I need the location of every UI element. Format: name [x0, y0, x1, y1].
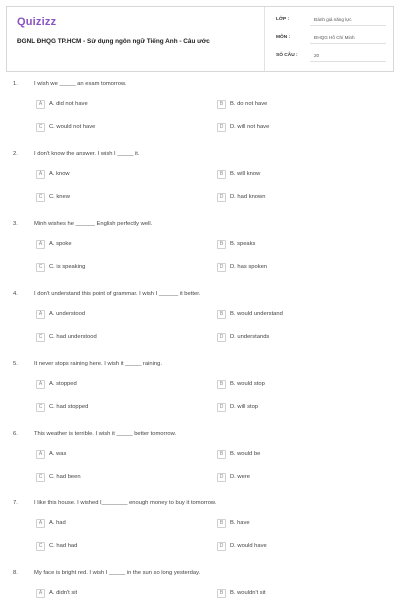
option-letter-box: A [36, 589, 45, 598]
option-letter-box: A [36, 519, 45, 528]
option-b[interactable] [217, 170, 377, 180]
meta-value-subject: ĐHQG Hồ Chí Minh [310, 33, 386, 44]
option-text: D. were [230, 474, 250, 480]
meta-value-class: Đánh giá năng lực [310, 15, 386, 26]
question-text: Minh wishes he ______ English perfectly well. [34, 221, 153, 227]
option-text: D. will stop [230, 404, 259, 410]
option-letter-box: B [217, 310, 226, 319]
worksheet-title: ĐGNL ĐHQG TP.HCM - Sử dụng ngôn ngữ Tiếng Anh - Câu ước [17, 38, 210, 45]
option-d[interactable] [217, 473, 377, 483]
option-letter-box: D [217, 473, 226, 482]
option-a[interactable] [36, 589, 196, 599]
option-c[interactable] [36, 263, 196, 273]
option-text: D. had known [230, 194, 266, 200]
option-letter-box: A [36, 310, 45, 319]
option-letter-box: D [217, 123, 226, 132]
option-b[interactable] [217, 380, 377, 390]
option-text: B. wouldn't sit [230, 590, 266, 596]
option-letter-box: C [36, 333, 45, 342]
quizizz-logo: Quizizz [17, 16, 57, 28]
question-number: 4. [13, 291, 18, 297]
option-a[interactable] [36, 380, 196, 390]
meta-row-class [270, 15, 390, 29]
option-d[interactable] [217, 123, 377, 133]
option-b[interactable] [217, 450, 377, 460]
option-c[interactable] [36, 473, 196, 483]
meta-row-count [270, 51, 390, 65]
option-letter-box: A [36, 100, 45, 109]
option-b[interactable] [217, 100, 377, 110]
question-text: I like this house. I wished I________ enough money to buy it tomorrow. [34, 500, 217, 506]
option-letter-box: A [36, 380, 45, 389]
option-text: A. had [49, 520, 66, 526]
option-d[interactable] [217, 193, 377, 203]
option-a[interactable] [36, 170, 196, 180]
option-letter-box: D [217, 403, 226, 412]
meta-key-count: SỐ CÂU : [276, 53, 298, 58]
option-d[interactable] [217, 542, 377, 552]
option-text: B. would understand [230, 311, 283, 317]
option-text: B. would be [230, 451, 261, 457]
option-b[interactable] [217, 519, 377, 529]
option-b[interactable] [217, 310, 377, 320]
option-c[interactable] [36, 123, 196, 133]
option-text: D. would have [230, 543, 267, 549]
option-d[interactable] [217, 333, 377, 343]
option-letter-box: A [36, 170, 45, 179]
option-text: B. will know [230, 171, 261, 177]
option-d[interactable] [217, 403, 377, 413]
option-text: A. did not have [49, 101, 88, 107]
question-text: My face is bright red. I wish I _____ in the sun so long yesterday. [34, 570, 201, 576]
option-letter-box: B [217, 170, 226, 179]
option-letter-box: D [217, 193, 226, 202]
option-a[interactable] [36, 450, 196, 460]
header-divider [264, 7, 265, 71]
option-letter-box: C [36, 123, 45, 132]
question-5 [0, 361, 400, 431]
question-number: 7. [13, 500, 18, 506]
option-letter-box: C [36, 193, 45, 202]
option-text: C. would not have [49, 124, 96, 130]
option-text: C. had had [49, 543, 78, 549]
option-text: C. knew [49, 194, 70, 200]
option-letter-box: A [36, 450, 45, 459]
option-letter-box: C [36, 263, 45, 272]
question-3 [0, 221, 400, 291]
option-a[interactable] [36, 240, 196, 250]
option-text: A. understood [49, 311, 86, 317]
option-letter-box: D [217, 542, 226, 551]
question-number: 6. [13, 431, 18, 437]
option-text: A. was [49, 451, 67, 457]
option-letter-box: C [36, 403, 45, 412]
option-c[interactable] [36, 333, 196, 343]
option-letter-box: B [217, 450, 226, 459]
option-letter-box: A [36, 240, 45, 249]
option-letter-box: D [217, 333, 226, 342]
option-c[interactable] [36, 193, 196, 203]
meta-key-class: LỚP : [276, 17, 290, 22]
option-letter-box: B [217, 240, 226, 249]
question-number: 1. [13, 81, 18, 87]
question-1 [0, 81, 400, 151]
option-text: C. had been [49, 474, 81, 480]
option-b[interactable] [217, 589, 377, 599]
question-7 [0, 500, 400, 570]
question-text: I don't understand this point of grammar. I wish I ______ it better. [34, 291, 201, 297]
option-text: A. spoke [49, 241, 72, 247]
option-letter-box: C [36, 473, 45, 482]
option-b[interactable] [217, 240, 377, 250]
question-number: 3. [13, 221, 18, 227]
option-text: B. would stop [230, 381, 265, 387]
question-number: 5. [13, 361, 18, 367]
option-text: D. understands [230, 334, 270, 340]
question-2 [0, 151, 400, 221]
option-a[interactable] [36, 310, 196, 320]
question-4 [0, 291, 400, 361]
option-text: C. had understood [49, 334, 97, 340]
option-letter-box: B [217, 589, 226, 598]
option-text: A. know [49, 171, 70, 177]
option-text: D. has spoken [230, 264, 268, 270]
option-letter-box: C [36, 542, 45, 551]
question-text: I wish we _____ an exam tomorrow. [34, 81, 127, 87]
worksheet-header [6, 6, 394, 72]
meta-row-subject [270, 33, 390, 47]
option-a[interactable] [36, 100, 196, 110]
option-text: A. didn't sit [49, 590, 78, 596]
option-text: C. is speaking [49, 264, 86, 270]
question-8 [0, 570, 400, 600]
option-text: B. have [230, 520, 250, 526]
option-text: B. speaks [230, 241, 256, 247]
option-c[interactable] [36, 542, 196, 552]
option-text: C. had stopped [49, 404, 89, 410]
option-text: A. stopped [49, 381, 77, 387]
question-text: It never stops raining here. I wish it _____ raining. [34, 361, 162, 367]
question-number: 8. [13, 570, 18, 576]
option-a[interactable] [36, 519, 196, 529]
option-c[interactable] [36, 403, 196, 413]
option-text: B. do not have [230, 101, 268, 107]
question-number: 2. [13, 151, 18, 157]
meta-value-count: 20 [310, 51, 386, 62]
option-letter-box: B [217, 100, 226, 109]
option-letter-box: D [217, 263, 226, 272]
option-text: D. will not have [230, 124, 270, 130]
option-d[interactable] [217, 263, 377, 273]
option-letter-box: B [217, 519, 226, 528]
question-text: I don't know the answer. I wish I _____ it. [34, 151, 140, 157]
meta-key-subject: MÔN : [276, 35, 291, 40]
option-letter-box: B [217, 380, 226, 389]
question-6 [0, 431, 400, 501]
question-text: This weather is terrible. I wish it _____ better tomorrow. [34, 431, 177, 437]
